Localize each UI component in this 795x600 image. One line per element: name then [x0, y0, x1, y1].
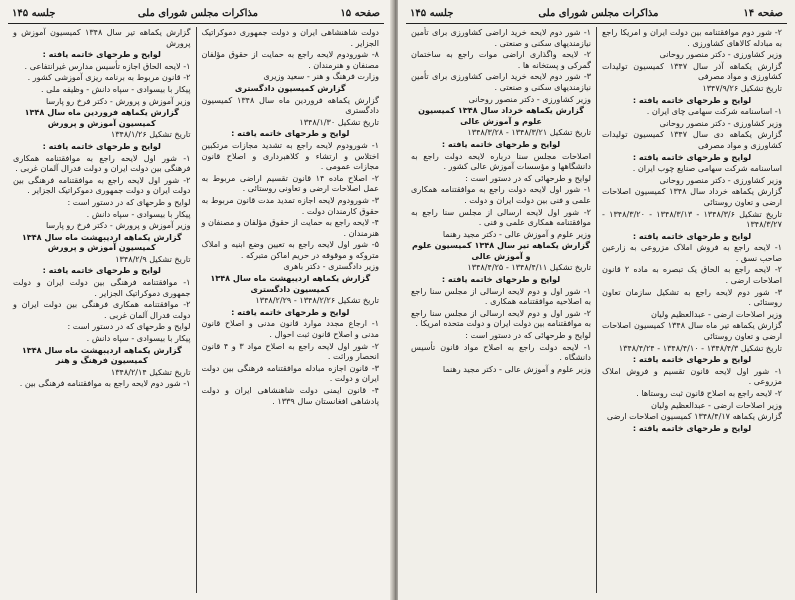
- paragraph: ۱- شورودوم لایحه راجع به تشدید مجازات مرتکبین اختلاس و ارتشاء و کلاهبرداری و اصلاح قانون مجازات عمومی .: [201, 139, 379, 172]
- paragraph: گزارش یکماهه آذر سال ۱۳۴۷ کمیسیون تولیدات کشاورزی و مواد مصرفی: [602, 60, 782, 82]
- paragraph: ۲- لایحه راجع به الحاق یک تبصره به ماده ۲ قانون اصلاحات ارضی .: [602, 264, 782, 286]
- paragraph: ۱- شور اول لایحه قانون تقسیم و فروش املاک مزروعی .: [602, 365, 782, 387]
- section-heading: لوایح و طرحهای خاتمه یافته :: [231, 306, 350, 317]
- paragraph: دولت شاهنشاهی ایران و دولت جمهوری دموکراتیک الجزایر .: [201, 27, 379, 48]
- paragraph: ۳- شور دوم لایحه راجع به تشکیل سازمان تعاون روستائی .: [602, 286, 782, 308]
- paragraph: لوایح و طرحهائی که در دستور است :: [465, 172, 591, 183]
- session-number: جلسه ۱۴۵: [12, 7, 56, 19]
- paragraph: وزیر کشاورزی - دکتر منصور روحانی: [468, 93, 591, 104]
- page-header: [406, 4, 787, 24]
- paragraph: ۲- شور اول و دوم لایحه ارسالی از مجلس سنا راجع به موافقتنامه بین دولت ایران و دولت متحده امریکا .: [411, 307, 591, 329]
- paragraph: ۱- شور اول لایحه راجع به موافقتنامه همکاری فرهنگی بین دولت ایران و دولت فدرال آلمان غربی .: [13, 152, 191, 174]
- running-title: مذاکرات مجلس شورای ملی: [538, 7, 659, 19]
- paragraph: ۱- شور اول و دوم لایحه ارسالی از مجلس سنا راجع به اصلاحیه موافقتنامه همکاری .: [411, 285, 591, 307]
- paragraph: وزیر آموزش و پرورش - دکتر فرخ رو پارسا: [45, 220, 191, 231]
- paragraph: وزیر آموزش و پرورش - دکتر فرخ رو پارسا: [45, 95, 191, 106]
- paragraph: تاریخ تشکیل ۱۳۴۸/۳/۲۱ - ۱۳۴۸/۳/۲۸: [467, 127, 591, 138]
- column-rule: [596, 27, 597, 593]
- paragraph: تاریخ تشکیل ۱۳۴۸/۲/۹: [115, 253, 191, 264]
- paragraph: ۲- شور اول لایحه ارسالی از مجلس سنا راجع به موافقتنامه همکاری علمی و فنی .: [411, 206, 591, 228]
- paragraph: وزیر کشاورزی - دکتر منصور روحانی: [659, 117, 782, 128]
- paragraph: پیکار با بیسوادی - سپاه دانش .: [86, 208, 191, 219]
- paragraph: وزیر علوم و آموزش عالی - دکتر مجید رهنما: [442, 363, 591, 374]
- paragraph: تاریخ تشکیل ۱۳۴۸/۲/۲۶ - ۱۳۴۸/۲/۲۹: [255, 295, 379, 306]
- paragraph: ۲- لایحه راجع به اصلاح قانون ثبت روستاها .: [636, 388, 782, 398]
- paragraph: ۱- شور دوم لایحه خرید اراضی کشاورزی برای تأمین نیازمندیهای سکنی و صنعتی .: [411, 27, 591, 48]
- paragraph: ۱- لایحه راجع به فروش املاک مزروعی به زارعین صاحب نسق .: [602, 242, 782, 263]
- paragraph: ۲- موافقتنامه همکاری فرهنگی بین دولت ایران و دولت فدرال آلمان غربی .: [13, 299, 191, 320]
- paragraph: ۴- لایحه راجع به حمایت از حقوق مؤلفان و مصنفان و هنرمندان .: [201, 217, 379, 238]
- paragraph: ۴- قانون ایمنی دولت شاهنشاهی ایران و دولت پادشاهی افغانستان سال ۱۳۳۹ .: [201, 385, 379, 406]
- text-column: [8, 27, 196, 593]
- paragraph: ۱- لایحه الحاق اجازه تأسیس مدارس غیرانتفاعی .: [24, 60, 191, 71]
- section-heading: لوایح و طرحهای خاتمه یافته :: [42, 49, 161, 60]
- paragraph: وزیر کشاورزی - دکتر منصور روحانی: [659, 174, 782, 185]
- section-heading: گزارش یکماهه تیر سال ۱۳۴۸ کمیسیون علوم و آموزش عالی: [412, 240, 590, 261]
- paragraph: تاریخ تشکیل ۱۳۴۷/۹/۲۶: [702, 82, 782, 93]
- paragraph: لوایح و طرحهائی که در دستور است :: [465, 330, 591, 341]
- section-heading: گزارش یکماهه فروردین ماه سال ۱۳۴۸ کمیسیون آموزش و پرورش: [24, 107, 179, 128]
- section-heading: لوایح و طرحهای خاتمه یافته :: [632, 422, 752, 433]
- paragraph: وزیر اصلاحات ارضی - عبدالعظیم ولیان: [651, 308, 782, 319]
- paragraph: ۱- اساسنامه شرکت سهامی چای ایران .: [646, 106, 782, 117]
- section-heading: لوایح و طرحهای خاتمه یافته :: [632, 230, 752, 241]
- section-heading: گزارش یکماهه اردیبهشت ماه سال ۱۳۴۸ کمیسیون آموزش و پرورش: [21, 231, 182, 253]
- paragraph: وزیر اصلاحات ارضی - عبدالعظیم ولیان: [651, 399, 782, 410]
- paragraph: پیکار با بیسوادی - سپاه دانش .: [86, 333, 191, 344]
- paragraph: گزارش یکماهه ۱۳۴۸/۴/۱۷ کمیسیون اصلاحات ارضی: [606, 411, 782, 422]
- paragraph: گزارش یکماهه خرداد سال ۱۳۴۸ کمیسیون اصلاحات ارضی و تعاون روستائی: [602, 186, 782, 207]
- section-heading: لوایح و طرحهای خاتمه یافته :: [441, 274, 561, 285]
- page-columns: [406, 27, 787, 593]
- section-heading: گزارش یکماهه خرداد سال ۱۳۴۸ کمیسیون علوم و آموزش عالی: [418, 105, 584, 126]
- paragraph: ۳- شورودوم لایحه اجازه تمدید مدت قانون مربوط به حقوق کارمندان دولت .: [201, 194, 379, 216]
- paragraph: گزارش یکماهه تیر ماه سال ۱۳۴۸ کمیسیون اصلاحات ارضی و تعاون روستائی: [602, 320, 782, 342]
- paragraph: گزارش یکماهه دی سال ۱۳۴۷ کمیسیون تولیدات کشاورزی و مواد مصرفی: [602, 129, 782, 150]
- page-number: صفحه ۱۴: [743, 7, 783, 19]
- section-heading: گزارش یکماهه اردیبهشت ماه سال ۱۳۴۸ کمیسیون فرهنگ و هنر: [21, 344, 182, 366]
- paragraph: وزارت فرهنگ و هنر - سعید وزیری: [263, 71, 379, 82]
- section-heading: لوایح و طرحهای خاتمه یافته :: [441, 138, 561, 149]
- section-heading: لوایح و طرحهای خاتمه یافته :: [42, 140, 161, 151]
- text-column: [406, 27, 596, 593]
- paragraph: پیکار با بیسوادی - سپاه دانش - وظیفه ملی .: [41, 83, 191, 94]
- paragraph: تاریخ تشکیل ۱۳۴۸/۱/۳۰: [299, 116, 379, 127]
- paragraph: ۲- شور اول لایحه راجع به موافقتنامه فرهنگی بین دولت ایران و دولت جمهوری دموکراتیک الجزایر .: [13, 174, 191, 196]
- section-heading: گزارش کمیسیون دادگستری: [234, 82, 346, 93]
- section-heading: لوایح و طرحهای خاتمه یافته :: [231, 128, 350, 139]
- paragraph: اساسنامه شرکت سهامی صنایع چوب ایران .: [632, 163, 782, 174]
- page-header: [8, 4, 384, 24]
- paragraph: گزارش یکماهه تیر سال ۱۳۴۸ کمیسیون آموزش و پرورش: [13, 27, 191, 48]
- text-column: [197, 27, 385, 593]
- paragraph: ۸- شورودوم لایحه راجع به حمایت از حقوق مؤلفان مصنفان و هنرمندان .: [201, 49, 379, 70]
- paragraph: ۱- موافقتنامه فرهنگی بین دولت ایران و دولت جمهوری دموکراتیک الجزایر .: [13, 277, 191, 298]
- right-page: [398, 0, 795, 600]
- running-title: مذاکرات مجلس شورای ملی: [137, 7, 258, 19]
- section-heading: لوایح و طرحهای خاتمه یافته :: [632, 94, 752, 105]
- paragraph: ۵- شور اول لایحه راجع به تعیین وضع ابنیه و املاک متروکه و موقوفه در حریم اماکن متبرکه .: [201, 239, 379, 260]
- page-columns: [8, 27, 384, 593]
- page-number: صفحه ۱۵: [340, 7, 380, 19]
- paragraph: تاریخ تشکیل ۱۳۴۸/۴/۳ - ۱۳۴۸/۴/۱۰ - ۱۳۴۸/۴/۲۴: [618, 342, 782, 353]
- paragraph: لوایح و طرحهای که در دستور است :: [67, 321, 191, 332]
- paragraph: ۱- ارجاع مجدد موارد قانون مدنی و اصلاح قانون مدنی و اصلاح قانون ثبت احوال .: [201, 318, 379, 340]
- paragraph: ۲- قانون مربوط به برنامه ریزی آموزشی کشور .: [27, 72, 191, 83]
- paragraph: وزیر علوم و آموزش عالی - دکتر مجید رهنما: [442, 228, 591, 239]
- paragraph: تاریخ تشکیل ۱۳۴۸/۱/۲۶: [110, 129, 191, 140]
- paragraph: ۲- اصلاح ماده ۱۴ قانون تقسیم اراضی مربوط به عمل اصلاحات ارضی و تعاونی روستائی .: [201, 172, 380, 194]
- section-heading: لوایح و طرحهای خاتمه یافته :: [42, 265, 161, 276]
- session-number: جلسه ۱۴۵: [410, 7, 454, 19]
- paragraph: ۲- شور دوم موافقتنامه بین دولت ایران و امریکا راجع به مبادله کالاهای کشاورزی .: [602, 27, 782, 48]
- paragraph: گزارش یکماهه فروردین ماه سال ۱۳۴۸ کمیسیون دادگستری: [201, 94, 379, 116]
- section-heading: گزارش یکماهه اردیبهشت ماه سال ۱۳۴۸ کمیسیون دادگستری: [210, 273, 371, 294]
- paragraph: ۳- شور دوم لایحه خرید اراضی کشاورزی برای تأمین نیازمندیهای سکنی و صنعتی .: [411, 71, 591, 92]
- paragraph: تاریخ تشکیل ۱۳۴۸/۲/۱۴: [110, 366, 191, 377]
- paragraph: ۱- شور دوم لایحه راجع به موافقتنامه فرهنگی بین .: [19, 378, 191, 389]
- paragraph: ۱- شور اول لایحه دولت راجع به موافقتنامه همکاری علمی و فنی بین دولت ایران و دولت .: [411, 184, 591, 205]
- paragraph: وزیر دادگستری - دکتر باهری: [283, 261, 379, 272]
- paragraph: اصلاحات مجلس سنا درباره لایحه دولت راجع به دانشگاهها و مؤسسات آموزش عالی کشور .: [411, 150, 591, 172]
- column-rule: [196, 27, 197, 593]
- paragraph: ۲- لایحه واگذاری اراضی موات راجع به ساختمان گمرکی و پستخانه ها .: [411, 49, 591, 70]
- paragraph: وزیر کشاورزی - دکتر منصور روحانی: [659, 49, 782, 60]
- section-heading: لوایح و طرحهای خاتمه یافته :: [632, 151, 752, 162]
- paragraph: لوایح و طرحهای که در دستور است :: [67, 196, 191, 207]
- paragraph: ۲- شور اول لایحه راجع به اصلاح مواد ۳ و ۴ قانون انحصار وراثت .: [201, 340, 379, 362]
- left-page: [0, 0, 392, 600]
- paragraph: ۱- لایحه دولت راجع به اصلاح مواد قانون تأسیس دانشگاه .: [411, 341, 591, 363]
- section-heading: لوایح و طرحهای خاتمه یافته :: [632, 354, 752, 365]
- paragraph: تاریخ تشکیل ۱۳۴۸/۴/۱۱ - ۱۳۴۸/۴/۲۵: [467, 262, 591, 273]
- paragraph: ۳- قانون اجازه مبادله موافقتنامه فرهنگی بین دولت ایران و دولت .: [201, 362, 379, 384]
- text-column: [597, 27, 787, 593]
- paragraph: تاریخ تشکیل ۱۳۴۸/۳/۶ - ۱۳۴۸/۳/۱۳ - ۱۳۴۸/۳/۲۰ - ۱۳۴۸/۳/۲۷: [602, 208, 782, 230]
